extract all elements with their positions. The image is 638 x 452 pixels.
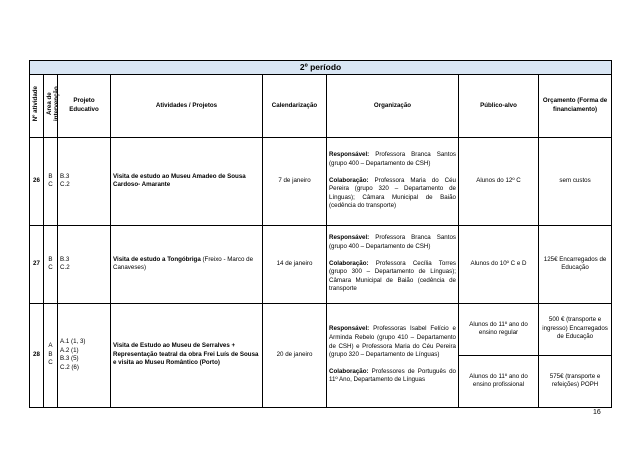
- audience-cell: Alunos do 12º C: [459, 137, 539, 225]
- table-row: [30, 137, 612, 225]
- header-orcamento: Orçamento (Forma de financiamento): [539, 75, 612, 138]
- area-cell: B C: [44, 225, 58, 303]
- table-row: [30, 225, 612, 303]
- area-cell: B C: [44, 137, 58, 225]
- activity-number: 27: [30, 225, 44, 303]
- organization-cell: Responsável: Professora Branca Santos (grupo 400 – Departamento de CSH) Colaboração: Professora Cecília Torres (grupo 300 – Departamento de Línguas); Câmara Municipal de Baião (cedência de transporte: [327, 225, 459, 303]
- audience-cell-professional: Alunos do 11º ano do ensino profissional: [459, 355, 539, 407]
- header-num: Nº atividade: [30, 75, 44, 138]
- calendar-cell: 7 de janeiro: [263, 137, 327, 225]
- activities-table: [29, 60, 612, 408]
- budget-cell-professional: 575€ (transporte e refeições) POPH: [539, 355, 612, 407]
- activity-number: 26: [30, 137, 44, 225]
- page-number: 16: [593, 409, 601, 416]
- header-organizacao: Organização: [327, 75, 459, 138]
- activity-cell: Visita de Estudo ao Museu de Serralves + Representação teatral da obra Frei Luís de Sousa e visita ao Museu Romântico (Porto): [111, 303, 263, 407]
- activity-cell: Visita de estudo a Tongóbriga (Freixo - Marco de Canaveses): [111, 225, 263, 303]
- table-row: [30, 303, 612, 355]
- activity-number: 28: [30, 303, 44, 407]
- header-row: [30, 75, 612, 138]
- header-publico: Público-alvo: [459, 75, 539, 138]
- budget-cell-regular: 500 € (transporte e ingresso) Encarregados de Educação: [539, 303, 612, 355]
- budget-cell: 125€ Encarregados de Educação: [539, 225, 612, 303]
- period-title: 2º período: [30, 61, 612, 75]
- audience-cell: Alunos do 10º C e D: [459, 225, 539, 303]
- activity-cell: Visita de estudo ao Museu Amadeo de Sousa Cardoso- Amarante: [111, 137, 263, 225]
- organization-cell: Responsável: Professoras Isabel Felício e Arminda Rebelo (grupo 410 – Departamento de CSH) e Professora Maria do Céu Pereira (grupo 320 – Departamento de Línguas) Colaboração: Professores de Português do 11º Ano, Departamento de Línguas: [327, 303, 459, 407]
- header-projeto: Projeto Educativo: [58, 75, 111, 138]
- calendar-cell: 14 de janeiro: [263, 225, 327, 303]
- projeto-cell: B.3 C.2: [58, 137, 111, 225]
- audience-cell-regular: Alunos do 11º ano do ensino regular: [459, 303, 539, 355]
- calendar-cell: 20 de janeiro: [263, 303, 327, 407]
- budget-cell: sem custos: [539, 137, 612, 225]
- area-cell: A B C: [44, 303, 58, 407]
- organization-cell: Responsável: Professora Branca Santos (grupo 400 – Departamento de CSH) Colaboração: Professora Maria do Céu Pereira (grupo 320 – Departamento de Línguas); Câmara Municipal de Baião (cedência do transporte): [327, 137, 459, 225]
- projeto-cell: A.1 (1, 3) A.2 (1) B.3 (5) C.2 (6): [58, 303, 111, 407]
- header-area: Área de intervenção: [44, 75, 58, 138]
- header-calendarizacao: Calendarização: [263, 75, 327, 138]
- header-atividades: Atividades / Projetos: [111, 75, 263, 138]
- projeto-cell: B.3 C.2: [58, 225, 111, 303]
